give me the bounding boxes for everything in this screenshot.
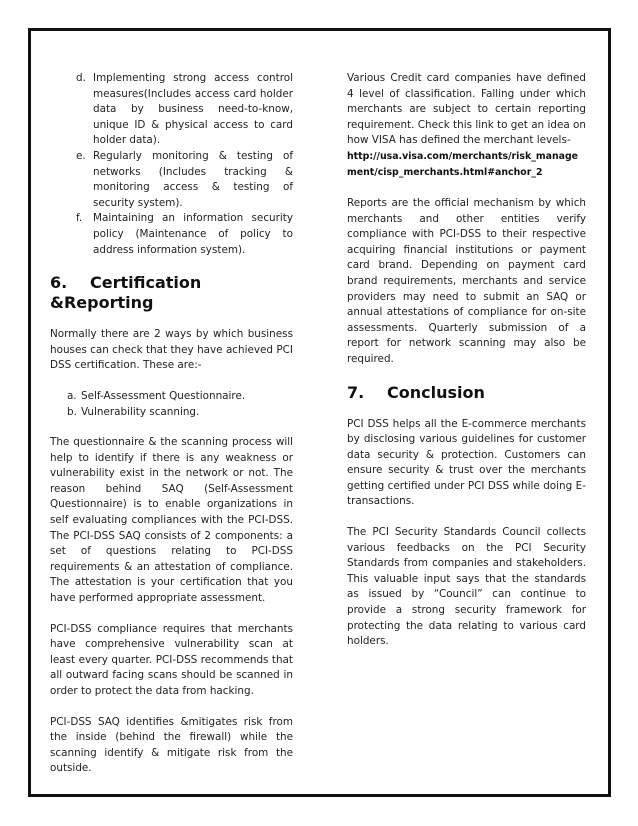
body-paragraph: PCI DSS helps all the E-commerce merchants by disclosing various guidelines for customer data security & protection. Customers can ensure security & trust over the merchants getting certified under PCI DSS while doing E-transactions. (347, 417, 586, 508)
list-item (50, 389, 293, 405)
body-paragraph: Reports are the official mechanism by which merchants and other entities verify compliance with PCI-DSS to their respective acquiring financial institutions or payment card brand. Depending on payment card brand requirements, merchants and service providers may need to submit an SAQ or annual attestations of compliance for on-site assessments. Quarterly submission of a report for network scanning may also be required. (347, 196, 586, 365)
list-item-text: Maintaining an information security policy (Maintenance of policy to address information system). (93, 212, 293, 256)
left-column (50, 71, 293, 792)
intro-paragraph: Normally there are 2 ways by which business houses can check that they have achieved PCI DSS certification. These are:- (50, 328, 293, 372)
right-column (347, 71, 586, 665)
visa-link[interactable]: http://usa.visa.com/merchants/risk_management/cisp_merchants.html#anchor_2 (347, 150, 579, 178)
list-item (50, 211, 293, 258)
list-marker: e. (76, 149, 86, 162)
list-marker: a. (67, 389, 77, 402)
section-heading-conclusion (347, 383, 586, 403)
requirements-list (50, 71, 293, 258)
list-item (50, 149, 293, 211)
list-marker: b. (67, 405, 77, 418)
heading-number: 6. (50, 273, 68, 293)
list-item (50, 71, 293, 149)
body-paragraph: PCI-DSS compliance requires that merchants have comprehensive vulnerability scan at least every quarter. PCI-DSS recommends that all outward facing scans should be scanned in order to protect the data from hacking. (50, 622, 293, 697)
list-item (50, 405, 293, 421)
body-paragraph: PCI-DSS SAQ identifies &mitigates risk from the inside (behind the firewall) while the scanning identify & mitigate risk from the outside. (50, 715, 293, 775)
list-marker: d. (76, 72, 86, 84)
body-paragraph: The questionnaire & the scanning process will help to identify if there is any weakness or vulnerability exist in the network or not. The reason behind SAQ (Self-Assessment Questionnaire) is to enable organizations in self evaluating compliances with the PCI-DSS. The PCI-DSS SAQ consists of 2 components: a set of questions relating to PCI-DSS requirements & an attestation of compliance. The attestation is your certification that you have performed appropriate assessment. (50, 436, 293, 605)
body-paragraph: The PCI Security Standards Council collects various feedbacks on the PCI Security Standards from companies and stakeholders. This valuable input says that the standards as issued by “Council” can continue to provide a strong security framework for protecting the data relating to various card holders. (347, 526, 586, 648)
body-paragraph: Various Credit card companies have defined 4 level of classification. Falling under which merchants are subject to certain reporting requirement. Check this link to get an idea on how VISA has defined the merchant levels- (347, 72, 586, 147)
heading-title: Conclusion (387, 382, 485, 402)
list-item-text: Implementing strong access control measures(Includes access card holder data by business need-to-know, unique ID & physical access to card holder data). (93, 72, 293, 147)
ways-list (50, 389, 293, 420)
list-item-text: Regularly monitoring & testing of networks (Includes tracking & monitoring access & testing of security system). (93, 149, 293, 209)
section-heading-certification (50, 273, 293, 313)
heading-number: 7. (347, 382, 365, 402)
list-marker: f. (76, 212, 83, 225)
heading-title: Certification &Reporting (50, 273, 202, 313)
list-item-text: Self-Assessment Questionnaire. (81, 389, 246, 402)
list-item-text: Vulnerability scanning. (81, 405, 200, 418)
